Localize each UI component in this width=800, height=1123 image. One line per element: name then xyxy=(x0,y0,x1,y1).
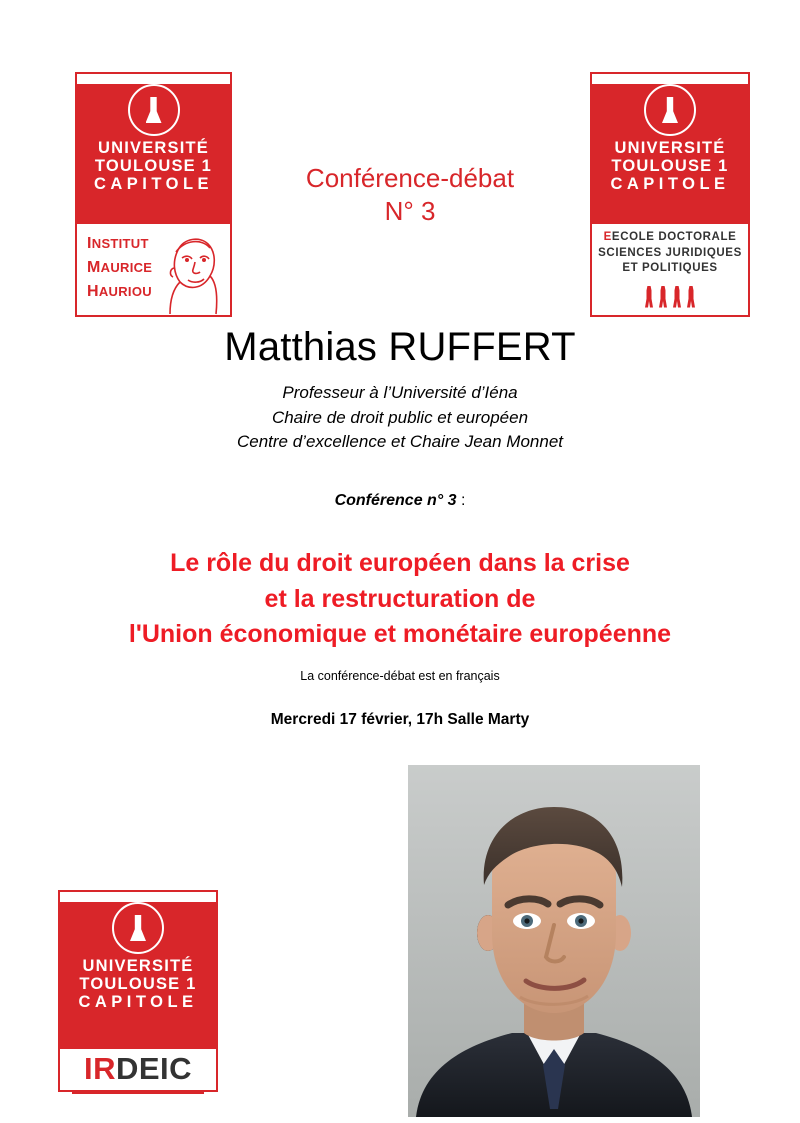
conference-number-text: Conférence n° 3 xyxy=(334,492,457,509)
conference-date: Mercredi 17 février, 17h Salle Marty xyxy=(270,711,530,728)
conference-header-line2: N° 3 xyxy=(384,196,436,227)
maurice-hauriou-portrait-icon xyxy=(156,228,224,320)
irdeic-acronym-block xyxy=(60,1049,216,1100)
conference-title xyxy=(40,546,760,653)
irdeic-acronym-deic: DEIC xyxy=(115,1051,193,1086)
logo-institut-maurice-hauriou xyxy=(75,72,232,317)
irdeic-underline xyxy=(72,1091,204,1094)
imh-institut-rest: NSTITUT xyxy=(91,236,149,251)
ed-line3: ET POLITIQUES xyxy=(622,262,718,275)
speaker-title-1: Professeur à l’Université d’Iéna xyxy=(282,383,518,402)
language-note: La conférence-débat est en français xyxy=(300,669,500,683)
ut1-line3: CAPITOLE xyxy=(610,174,730,193)
ut1-line2: TOULOUSE 1 xyxy=(79,974,197,993)
ut1-capitole-banner-ed xyxy=(592,84,748,224)
imh-hauriou-initial: H xyxy=(87,283,99,300)
imh-maurice-rest: AURICE xyxy=(100,260,153,275)
ut1-line3: CAPITOLE xyxy=(93,174,214,193)
speaker-titles xyxy=(0,381,800,455)
conference-header xyxy=(240,162,580,229)
imh-name-block xyxy=(77,224,230,325)
ut1-line1: UNIVERSITÉ xyxy=(614,139,726,157)
ut1-line2: TOULOUSE 1 xyxy=(94,156,213,175)
speaker-title-3: Centre d’excellence et Chaire Jean Monnet xyxy=(236,432,564,452)
imh-hauriou-rest: AURIOU xyxy=(98,284,152,299)
ut1-line2: TOULOUSE 1 xyxy=(611,156,729,175)
ut1-line1: UNIVERSITÉ xyxy=(97,139,210,157)
ut1-line3: CAPITOLE xyxy=(78,992,198,1011)
conference-number-label xyxy=(0,492,800,510)
irdeic-acronym-ir: IR xyxy=(83,1051,116,1086)
ut1-seal-icon xyxy=(112,902,164,954)
ecole-doctorale-name-block xyxy=(592,224,748,325)
ed-figures-icon xyxy=(592,286,748,308)
imh-maurice-initial: M xyxy=(87,259,101,276)
ed-line1: EECOLE DOCTORALE xyxy=(603,231,737,243)
ed-line2: SCIENCES JURIDIQUES xyxy=(598,246,742,259)
speaker-name: Matthias RUFFERT xyxy=(224,325,576,369)
ut1-capitole-banner xyxy=(77,84,230,224)
imh-institut-initial: I xyxy=(87,235,92,252)
conference-header-line1: Conférence-débat xyxy=(305,163,515,193)
conference-title-line1: Le rôle du droit européen dans la crise xyxy=(170,549,630,577)
ut1-seal-icon xyxy=(128,84,180,136)
conference-title-line3: l'Union économique et monétaire européenne xyxy=(128,620,672,648)
conference-title-line2: et la restructuration de xyxy=(264,584,536,613)
speaker-portrait-photo xyxy=(408,765,700,1117)
ut1-seal-icon xyxy=(644,84,696,136)
ut1-line1: UNIVERSITÉ xyxy=(82,957,194,975)
ut1-capitole-banner-irdeic xyxy=(60,902,216,1049)
logo-irdeic xyxy=(58,890,218,1092)
conference-number-colon: : xyxy=(456,492,466,509)
logo-ecole-doctorale xyxy=(590,72,750,317)
speaker-title-2: Chaire de droit public et européen xyxy=(271,407,529,427)
irdeic-acronym xyxy=(60,1053,216,1084)
